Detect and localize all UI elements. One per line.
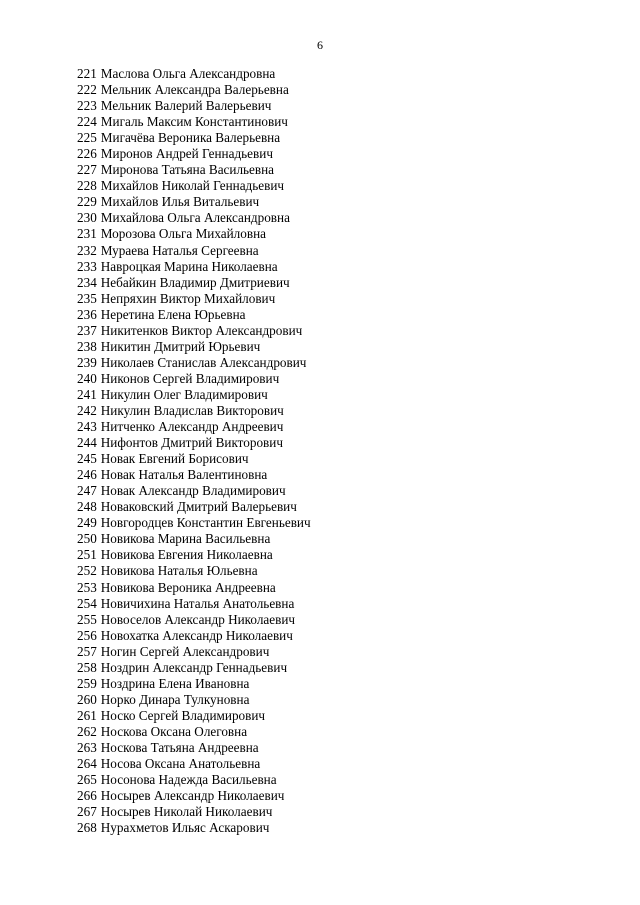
list-item-number: 236 [77,306,97,322]
list-item-name: Новичихина Наталья Анатольевна [100,595,295,611]
list-item-name: Носко Сергей Владимирович [100,707,266,723]
list-item [77,804,311,820]
list-item-number: 247 [77,483,97,499]
list-item-number: 222 [77,82,97,98]
list-item-number: 225 [77,130,97,146]
list-item [77,114,311,130]
list-item [77,162,311,178]
list-item [77,178,311,194]
list-item-name: Носонова Надежда Васильевна [100,772,277,788]
list-item [77,660,311,676]
list-item-number: 228 [77,178,97,194]
list-item [77,355,311,371]
list-item-number: 239 [77,354,97,370]
list-item [77,146,311,162]
list-item-number: 223 [77,98,97,114]
list-item [77,580,311,596]
list-item [77,307,311,323]
list-item-name: Навроцкая Марина Николаевна [100,258,278,274]
name-list [77,66,311,836]
list-item-number: 251 [77,547,97,563]
list-item-number: 232 [77,242,97,258]
list-item-number: 245 [77,451,97,467]
list-item-number: 268 [77,820,97,836]
list-item-name: Маслова Ольга Александровна [100,66,276,81]
list-item-number: 252 [77,563,97,579]
list-item-number: 226 [77,146,97,162]
list-item-number: 238 [77,338,97,354]
list-item-number: 262 [77,723,97,739]
list-item-name: Носырев Николай Николаевич [100,804,273,820]
list-item-name: Носкова Татьяна Андреевна [100,739,259,755]
list-item [77,226,311,242]
list-item-name: Никулин Владислав Викторович [100,402,284,418]
list-item-name: Мельник Александра Валерьевна [100,82,289,98]
list-item [77,547,311,563]
list-item [77,82,311,98]
list-item [77,210,311,226]
list-item [77,243,311,259]
list-item-number: 231 [77,226,97,242]
list-item-name: Нифонтов Дмитрий Викторович [100,435,283,451]
list-item [77,740,311,756]
list-item-name: Миронова Татьяна Васильевна [100,162,275,178]
list-item [77,194,311,210]
list-item-name: Непряхин Виктор Михайлович [100,290,276,306]
list-item [77,483,311,499]
list-item [77,692,311,708]
list-item [77,467,311,483]
list-item-number: 237 [77,322,97,338]
list-item-name: Неретина Елена Юрьевна [100,306,246,322]
list-item-number: 261 [77,707,97,723]
list-item-name: Михайлова Ольга Александровна [100,210,290,226]
list-item [77,708,311,724]
list-item-name: Нурахметов Ильяс Аскарович [100,820,270,836]
list-item-number: 256 [77,627,97,643]
list-item [77,259,311,275]
list-item [77,98,311,114]
list-item-name: Никонов Сергей Владимирович [100,370,280,386]
list-item-name: Новикова Вероника Андреевна [100,579,276,595]
list-item-number: 264 [77,756,97,772]
list-item-number: 242 [77,402,97,418]
list-item-name: Новак Наталья Валентиновна [100,467,268,483]
list-item-name: Михайлов Николай Геннадьевич [100,178,285,194]
list-item-number: 259 [77,675,97,691]
list-item-number: 260 [77,691,97,707]
list-item-name: Никитин Дмитрий Юрьевич [100,338,261,354]
list-item [77,772,311,788]
list-item [77,531,311,547]
list-item-number: 267 [77,804,97,820]
list-item [77,756,311,772]
list-item-name: Новгородцев Константин Евгеньевич [100,515,311,531]
list-item-name: Мигаль Максим Константинович [100,114,288,130]
list-item-number: 224 [77,114,97,130]
list-item-name: Носырев Александр Николаевич [100,788,285,804]
list-item-name: Норко Динара Тулкуновна [100,691,250,707]
list-item [77,724,311,740]
list-item [77,275,311,291]
list-item [77,291,311,307]
list-item-number: 240 [77,370,97,386]
list-item-name: Никитенков Виктор Александрович [100,322,303,338]
list-item-number: 233 [77,258,97,274]
list-item-name: Мураева Наталья Сергеевна [100,242,259,258]
list-item-number: 250 [77,531,97,547]
list-item-number: 235 [77,290,97,306]
list-item-number: 257 [77,643,97,659]
list-item-number: 221 [77,66,97,81]
list-item-name: Михайлов Илья Витальевич [100,194,260,210]
list-item-name: Ногин Сергей Александрович [100,643,270,659]
list-item [77,628,311,644]
list-item-name: Ноздрина Елена Ивановна [100,675,250,691]
list-item [77,596,311,612]
list-item [77,644,311,660]
list-item [77,788,311,804]
list-item [77,403,311,419]
list-item-number: 265 [77,772,97,788]
list-item [77,339,311,355]
list-item [77,451,311,467]
list-item-name: Новикова Наталья Юльевна [100,563,258,579]
list-item-number: 241 [77,386,97,402]
list-item-name: Новак Александр Владимирович [100,483,286,499]
list-item-name: Морозова Ольга Михайловна [100,226,266,242]
list-item [77,563,311,579]
list-item-number: 227 [77,162,97,178]
list-item [77,371,311,387]
list-item-name: Новоселов Александр Николаевич [100,611,296,627]
list-item-name: Мельник Валерий Валерьевич [100,98,272,114]
list-item-name: Новохатка Александр Николаевич [100,627,293,643]
list-item-name: Новикова Евгения Николаевна [100,547,273,563]
list-item [77,499,311,515]
list-item-number: 253 [77,579,97,595]
list-item [77,820,311,836]
list-item [77,435,311,451]
list-item-name: Никулин Олег Владимирович [100,386,268,402]
list-item-name: Небайкин Владимир Дмитриевич [100,274,290,290]
list-item-number: 246 [77,467,97,483]
list-item-number: 244 [77,435,97,451]
list-item-number: 243 [77,419,97,435]
list-item-name: Носкова Оксана Олеговна [100,723,248,739]
list-item [77,387,311,403]
list-item-number: 234 [77,274,97,290]
page-number: 6 [317,38,323,52]
list-item-number: 248 [77,499,97,515]
list-item-name: Новаковский Дмитрий Валерьевич [100,499,297,515]
list-item-name: Мигачёва Вероника Валерьевна [100,130,281,146]
list-item-number: 258 [77,659,97,675]
list-item [77,130,311,146]
list-item [77,323,311,339]
list-item-name: Миронов Андрей Геннадьевич [100,146,273,162]
list-item-number: 230 [77,210,97,226]
list-item-number: 255 [77,611,97,627]
list-item-name: Новикова Марина Васильевна [100,531,271,547]
list-item-name: Новак Евгений Борисович [100,451,249,467]
list-item-number: 229 [77,194,97,210]
list-item-number: 263 [77,739,97,755]
list-item-name: Николаев Станислав Александрович [100,354,307,370]
list-item-name: Носова Оксана Анатольевна [100,756,261,772]
list-item [77,612,311,628]
list-item-name: Нитченко Александр Андреевич [100,419,284,435]
list-item-number: 249 [77,515,97,531]
list-item [77,676,311,692]
list-item [77,66,311,82]
list-item [77,419,311,435]
list-item-name: Ноздрин Александр Геннадьевич [100,659,288,675]
list-item-number: 266 [77,788,97,804]
list-item-number: 254 [77,595,97,611]
list-item [77,515,311,531]
